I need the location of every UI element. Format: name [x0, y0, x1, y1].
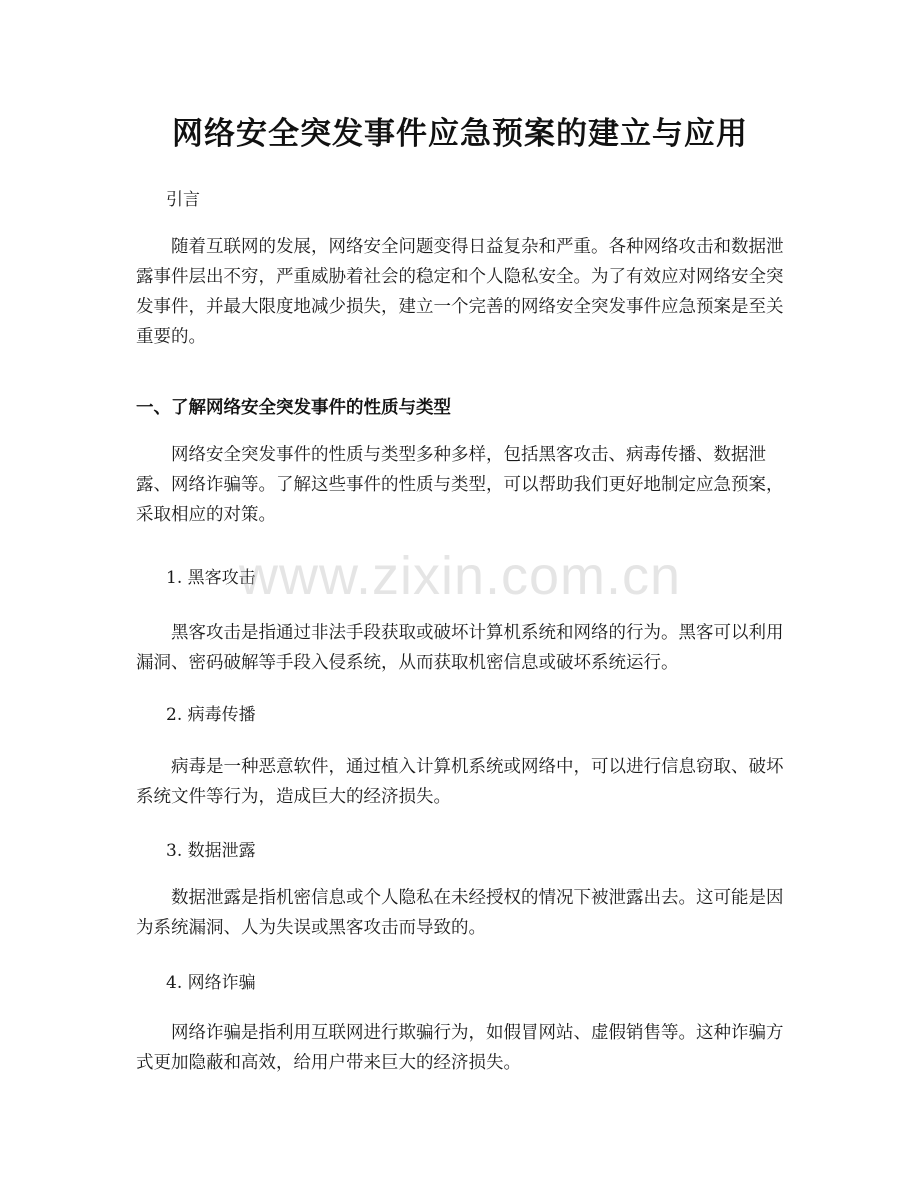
intro-paragraph: 随着互联网的发展，网络安全问题变得日益复杂和严重。各种网络攻击和数据泄露事件层出不穷，严重威胁着社会的稳定和个人隐私安全。为了有效应对网络安全突发事件，并最大限度地减少损失，建立一个完善的网络安全突发事件应急预案是至关重要的。 [136, 237, 784, 347]
document-title: 网络安全突发事件应急预案的建立与应用 [172, 116, 748, 152]
item-label: 1. 黑客攻击 [166, 568, 256, 588]
item-paragraph: 病毒是一种恶意软件，通过植入计算机系统或网络中，可以进行信息窃取、破坏系统文件等行为，造成巨大的经济损失。 [136, 757, 784, 807]
section-paragraph: 网络安全突发事件的性质与类型多种多样，包括黑客攻击、病毒传播、数据泄露、网络诈骗等。了解这些事件的性质与类型，可以帮助我们更好地制定应急预案，采取相应的对策。 [136, 445, 784, 525]
item-label: 3. 数据泄露 [166, 841, 256, 861]
item-label: 2. 病毒传播 [166, 705, 256, 725]
watermark: www.zixin.com.cn [238, 546, 682, 606]
intro-label: 引言 [166, 190, 200, 210]
section-heading: 一、了解网络安全突发事件的性质与类型 [136, 398, 451, 418]
item-paragraph: 网络诈骗是指利用互联网进行欺骗行为，如假冒网站、虚假销售等。这种诈骗方式更加隐蔽和高效，给用户带来巨大的经济损失。 [136, 1023, 784, 1073]
item-paragraph: 黑客攻击是指通过非法手段获取或破坏计算机系统和网络的行为。黑客可以利用漏洞、密码破解等手段入侵系统，从而获取机密信息或破坏系统运行。 [136, 623, 784, 673]
item-label: 4. 网络诈骗 [166, 973, 256, 993]
item-paragraph: 数据泄露是指机密信息或个人隐私在未经授权的情况下被泄露出去。这可能是因为系统漏洞、人为失误或黑客攻击而导致的。 [136, 888, 784, 938]
